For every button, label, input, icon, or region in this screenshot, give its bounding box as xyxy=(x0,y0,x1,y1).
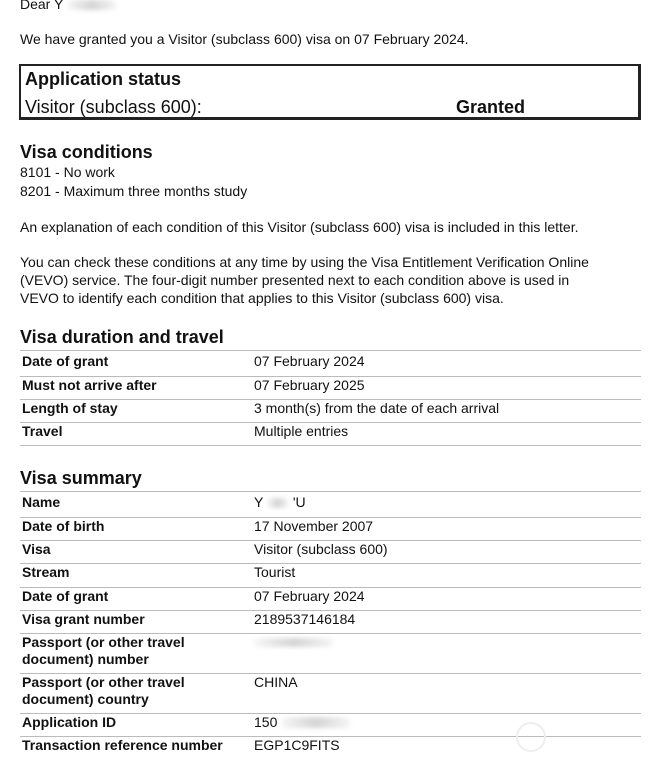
vevo-line-1: You can check these conditions at any time by using the Visa Entitlement Verification Online xyxy=(20,254,589,270)
redacted-passport-number-blur xyxy=(254,638,334,647)
table-row xyxy=(20,610,641,633)
row-key: Name xyxy=(20,494,252,517)
status-title: Application status xyxy=(25,69,182,89)
application-status-box xyxy=(19,64,641,120)
row-value: 17 November 2007 xyxy=(252,517,641,540)
table-row xyxy=(20,563,641,587)
table-row xyxy=(20,633,641,673)
row-value: 07 February 2024 xyxy=(252,353,641,376)
row-key: Application ID xyxy=(20,713,252,736)
row-key xyxy=(20,673,252,713)
row-key: Transaction reference number xyxy=(22,736,223,753)
table-row xyxy=(20,713,641,736)
status-label: Visitor (subclass 600): xyxy=(25,97,202,117)
greeting xyxy=(20,0,117,12)
intro-text: We have granted you a Visitor (subclass 600) visa on 07 February 2024. xyxy=(20,31,469,47)
row-key: Date of birth xyxy=(20,517,252,540)
row-key: Must not arrive after xyxy=(20,376,252,399)
row-key: Visa grant number xyxy=(20,610,252,633)
vevo-paragraph xyxy=(20,253,650,307)
visa-summary-heading: Visa summary xyxy=(20,468,142,488)
redacted-name-blur xyxy=(67,0,117,10)
table-row xyxy=(20,376,641,399)
row-key: Date of grant xyxy=(20,353,252,376)
row-value: 07 February 2024 xyxy=(252,587,641,610)
row-value: EGP1C9FITS xyxy=(254,736,340,753)
redacted-name-blur xyxy=(267,498,289,508)
row-value: CHINA xyxy=(252,673,641,713)
passport-country-label-line-1: Passport (or other travel xyxy=(22,673,185,690)
greeting-text: Dear Y xyxy=(20,0,64,12)
row-value: 3 month(s) from the date of each arrival xyxy=(252,399,641,422)
passport-number-label-line-2: document) number xyxy=(22,650,149,667)
table-row xyxy=(20,673,641,713)
name-end: 'U xyxy=(292,494,306,510)
condition-8201: 8201 - Maximum three months study xyxy=(20,183,248,199)
vevo-line-3: VEVO to identify each condition that applies to this Visitor (subclass 600) visa. xyxy=(20,290,504,306)
passport-country-label-line-2: document) country xyxy=(22,690,149,707)
application-id-start: 150 xyxy=(254,713,278,730)
status-value: Granted xyxy=(456,97,526,117)
row-key: Visa xyxy=(20,540,252,563)
table-row xyxy=(20,353,641,376)
passport-number-label-line-1: Passport (or other travel xyxy=(22,633,185,650)
table-row xyxy=(20,540,641,563)
table-row xyxy=(20,736,641,759)
row-key xyxy=(20,633,252,673)
row-value: Tourist xyxy=(252,563,641,587)
table-row xyxy=(20,494,641,517)
row-key: Travel xyxy=(20,422,252,445)
table-row xyxy=(20,587,641,610)
table-row xyxy=(20,422,641,445)
divider xyxy=(20,350,641,351)
watermark-logo-icon xyxy=(516,722,546,752)
row-value: 2189537146184 xyxy=(252,610,641,633)
row-value: Visitor (subclass 600) xyxy=(252,540,641,563)
row-value xyxy=(252,494,641,517)
name-start: Y xyxy=(254,494,264,510)
redacted-application-id-blur xyxy=(281,717,351,728)
divider xyxy=(20,491,641,492)
duration-table xyxy=(20,353,641,446)
visa-conditions-heading: Visa conditions xyxy=(20,142,153,162)
row-key: Length of stay xyxy=(20,399,252,422)
row-value xyxy=(252,713,641,736)
row-value: 07 February 2025 xyxy=(252,376,641,399)
row-value: Multiple entries xyxy=(252,422,641,445)
conditions-explanation: An explanation of each condition of this Visitor (subclass 600) visa is included in this letter. xyxy=(20,219,579,235)
table-row xyxy=(20,517,641,540)
row-key: Date of grant xyxy=(20,587,252,610)
table-row xyxy=(20,399,641,422)
summary-table xyxy=(20,494,641,759)
row-key: Stream xyxy=(20,563,252,587)
condition-8101: 8101 - No work xyxy=(20,164,115,180)
row-value xyxy=(252,633,641,673)
vevo-line-2: (VEVO) service. The four-digit number presented next to each condition above is used in xyxy=(20,272,570,288)
visa-duration-heading: Visa duration and travel xyxy=(20,327,224,347)
